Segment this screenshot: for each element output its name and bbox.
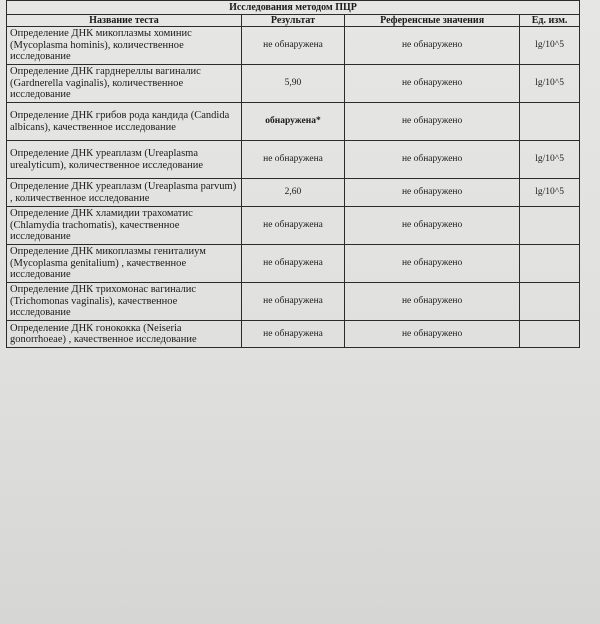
table-row	[7, 321, 580, 348]
test-name-cell: Определение ДНК уреаплазм (Ureaplasma parvum) , количественное исследование	[7, 179, 242, 207]
unit-cell	[520, 321, 580, 348]
unit-cell: lg/10^5	[520, 141, 580, 179]
unit-cell	[520, 283, 580, 321]
table-row	[7, 283, 580, 321]
table-row	[7, 103, 580, 141]
table-row	[7, 65, 580, 103]
unit-cell: lg/10^5	[520, 65, 580, 103]
result-cell: 5,90	[241, 65, 344, 103]
result-cell: не обнаружена	[241, 141, 344, 179]
reference-cell: не обнаружено	[345, 283, 520, 321]
reference-cell: не обнаружено	[345, 245, 520, 283]
result-cell: не обнаружена	[241, 321, 344, 348]
table-row	[7, 179, 580, 207]
unit-cell	[520, 103, 580, 141]
test-name-cell: Определение ДНК хламидии трахоматис (Chlamydia trachomatis), качественное исследование	[7, 207, 242, 245]
test-name-cell: Определение ДНК микоплазмы хоминис (Mycoplasma hominis), количественное исследование	[7, 27, 242, 65]
pcr-results-table	[6, 0, 580, 348]
test-name-cell: Определение ДНК трихомонас вагиналис (Trichomonas vaginalis), качественное исследование	[7, 283, 242, 321]
result-cell: обнаружена*	[241, 103, 344, 141]
reference-cell: не обнаружено	[345, 321, 520, 348]
reference-cell: не обнаружено	[345, 103, 520, 141]
test-name-cell: Определение ДНК микоплазмы гениталиум (Mycoplasma genitalium) , качественное исследование	[7, 245, 242, 283]
unit-cell: lg/10^5	[520, 27, 580, 65]
table-caption-row	[7, 1, 580, 15]
table-row	[7, 207, 580, 245]
document-sheet	[6, 0, 580, 348]
header-result: Результат	[241, 15, 344, 27]
unit-cell	[520, 207, 580, 245]
reference-cell: не обнаружено	[345, 141, 520, 179]
header-reference: Референсные значения	[345, 15, 520, 27]
result-cell: не обнаружена	[241, 27, 344, 65]
test-name-cell: Определение ДНК уреаплазм (Ureaplasma urealyticum), количественное исследование	[7, 141, 242, 179]
reference-cell: не обнаружено	[345, 179, 520, 207]
table-row	[7, 27, 580, 65]
header-unit: Ед. изм.	[520, 15, 580, 27]
result-cell: не обнаружена	[241, 207, 344, 245]
table-header-row	[7, 15, 580, 27]
test-name-cell: Определение ДНК гарднереллы вагиналис (Gardnerella vaginalis), количественное исследование	[7, 65, 242, 103]
table-caption: Исследования методом ПЦР	[7, 1, 580, 15]
test-name-cell: Определение ДНК гонококка (Neiseria gonorrhoeae) , качественное исследование	[7, 321, 242, 348]
table-row	[7, 141, 580, 179]
result-cell: 2,60	[241, 179, 344, 207]
header-test-name: Название теста	[7, 15, 242, 27]
table-row	[7, 245, 580, 283]
unit-cell	[520, 245, 580, 283]
reference-cell: не обнаружено	[345, 207, 520, 245]
result-cell: не обнаружена	[241, 283, 344, 321]
unit-cell: lg/10^5	[520, 179, 580, 207]
result-cell: не обнаружена	[241, 245, 344, 283]
reference-cell: не обнаружено	[345, 65, 520, 103]
reference-cell: не обнаружено	[345, 27, 520, 65]
test-name-cell: Определение ДНК грибов рода кандида (Candida albicans), качественное исследование	[7, 103, 242, 141]
